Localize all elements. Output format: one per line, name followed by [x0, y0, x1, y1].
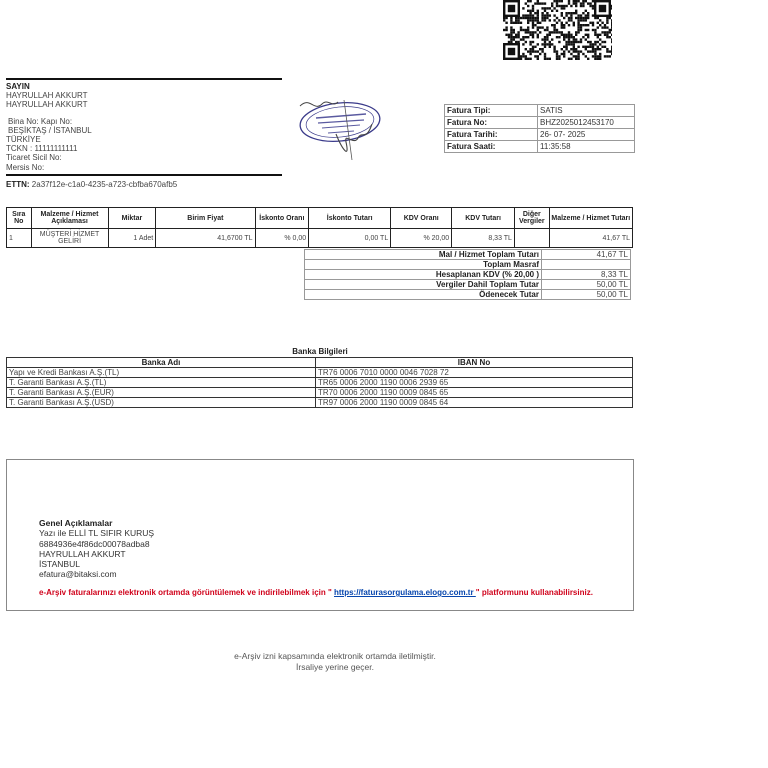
- bank-header-row: [7, 358, 633, 368]
- items-table: [6, 207, 633, 248]
- earsiv-notice-text: e-Arşiv faturalarınızı elektronik ortamda görüntülemek ve indirilebilmek için ": [39, 588, 334, 597]
- items-column-header: Diğer Vergiler: [514, 208, 549, 229]
- totals-value: 50,00 TL: [542, 290, 631, 300]
- items-column-header: Miktar: [108, 208, 156, 229]
- bank-column-header: IBAN No: [316, 358, 633, 368]
- qr-code: [502, 0, 612, 60]
- invoice-meta-label: Fatura Tarihi:: [445, 129, 538, 141]
- invoice-meta-value: 11:35:58: [538, 141, 635, 153]
- ettn-label: ETTN:: [6, 180, 30, 189]
- table-cell: MÜŞTERİ HİZMET GELİRİ: [31, 229, 108, 248]
- totals-label: Vergiler Dahil Toplam Tutar: [305, 280, 542, 290]
- totals-value: [542, 260, 631, 270]
- earsiv-notice: [39, 588, 593, 597]
- earsiv-link[interactable]: https://faturasorgulama.elogo.com.tr: [334, 588, 476, 597]
- totals-label: Ödenecek Tutar: [305, 290, 542, 300]
- invoice-meta-value: 26- 07- 2025: [538, 129, 635, 141]
- footer-line-1: e-Arşiv izni kapsamında elektronik ortamda iletilmiştir.: [234, 651, 436, 661]
- invoice-meta-row: [445, 129, 635, 141]
- notes-line: efatura@bitaksi.com: [39, 569, 117, 580]
- bank-name: T. Garanti Bankası A.Ş.(TL): [7, 378, 316, 388]
- totals-value: 8,33 TL: [542, 270, 631, 280]
- invoice-meta-row: [445, 105, 635, 117]
- stamp-signature-graphic: [292, 94, 384, 164]
- bank-name: T. Garanti Bankası A.Ş.(EUR): [7, 388, 316, 398]
- totals-value: 50,00 TL: [542, 280, 631, 290]
- invoice-meta-row: [445, 117, 635, 129]
- invoice-meta-label: Fatura Tipi:: [445, 105, 538, 117]
- invoice-meta-table: [444, 104, 635, 153]
- buyer-address: Bina No: Kapı No:: [8, 116, 73, 126]
- items-column-header: KDV Oranı: [391, 208, 452, 229]
- general-notes: [39, 518, 154, 580]
- items-column-header: Sıra No: [7, 208, 32, 229]
- table-cell: [514, 229, 549, 248]
- buyer-header: SAYIN: [6, 82, 30, 91]
- table-cell: % 0,00: [255, 229, 309, 248]
- bank-row: [7, 388, 633, 398]
- buyer-name-2: HAYRULLAH AKKURT: [6, 100, 88, 110]
- table-cell: 1: [7, 229, 32, 248]
- divider: [6, 78, 282, 80]
- bank-iban: TR65 0006 2000 1190 0006 2939 65: [316, 378, 633, 388]
- items-column-header: Malzeme / Hizmet Açıklaması: [31, 208, 108, 229]
- invoice-meta-label: Fatura No:: [445, 117, 538, 129]
- buyer-tckn: TCKN : 11111111111: [6, 144, 78, 154]
- table-cell: 1 Adet: [108, 229, 156, 248]
- notes-line: 6884936e4f86dc00078adba8: [39, 538, 150, 549]
- buyer-country: TÜRKİYE: [6, 135, 41, 145]
- buyer-info: [6, 78, 282, 176]
- notes-line: Yazı ile ELLİ TL SIFIR KURUŞ: [39, 528, 155, 539]
- bank-table: [6, 357, 633, 408]
- qr-code-graphic: [502, 0, 612, 60]
- notes-title: Genel Açıklamalar: [39, 518, 113, 528]
- footer-line-2: İrsaliye yerine geçer.: [296, 661, 374, 672]
- table-cell: 8,33 TL: [452, 229, 515, 248]
- bank-name: T. Garanti Bankası A.Ş.(USD): [7, 398, 316, 408]
- earsiv-notice-text-end: " platformunu kullanabilirsiniz.: [475, 588, 593, 597]
- totals-row: [305, 280, 631, 290]
- bank-row: [7, 368, 633, 378]
- company-stamp: [292, 94, 384, 164]
- invoice-meta-row: [445, 141, 635, 153]
- divider: [6, 174, 282, 176]
- bank-row: [7, 378, 633, 388]
- totals-row: [305, 250, 631, 260]
- totals-value: 41,67 TL: [542, 250, 631, 260]
- bank-row: [7, 398, 633, 408]
- items-column-header: KDV Tutarı: [452, 208, 515, 229]
- totals-label: Hesaplanan KDV (% 20,00 ): [305, 270, 542, 280]
- invoice-meta-value: SATIS: [538, 105, 635, 117]
- items-column-header: Birim Fiyat: [156, 208, 255, 229]
- table-cell: 41,67 TL: [549, 229, 632, 248]
- bank-name: Yapı ve Kredi Bankası A.Ş.(TL): [7, 368, 316, 378]
- totals-row: [305, 290, 631, 300]
- footer: [0, 651, 670, 672]
- buyer-district: BEŞİKTAŞ / İSTANBUL: [8, 125, 92, 135]
- items-column-header: İskonto Tutarı: [309, 208, 391, 229]
- totals-table: [304, 249, 631, 300]
- buyer-trade-registry: Ticaret Sicil No:: [6, 153, 62, 163]
- buyer-name: HAYRULLAH AKKURT: [6, 91, 88, 101]
- bank-title: Banka Bilgileri: [292, 347, 348, 356]
- buyer-mersis: Mersis No:: [6, 162, 45, 172]
- table-cell: % 20,00: [391, 229, 452, 248]
- totals-row: [305, 260, 631, 270]
- notes-box: [6, 459, 634, 611]
- bank-iban: TR97 0006 2000 1190 0009 0845 64: [316, 398, 633, 408]
- items-header-row: [7, 208, 633, 229]
- table-cell: 0,00 TL: [309, 229, 391, 248]
- totals-label: Toplam Masraf: [305, 260, 542, 270]
- notes-line: HAYRULLAH AKKURT: [39, 548, 126, 559]
- bank-iban: TR76 0006 7010 0000 0046 7028 72: [316, 368, 633, 378]
- bank-iban: TR70 0006 2000 1190 0009 0845 65: [316, 388, 633, 398]
- totals-row: [305, 270, 631, 280]
- ettn-value: 2a37f12e-c1a0-4235-a723-cbfba670afb5: [31, 180, 178, 189]
- items-column-header: Malzeme / Hizmet Tutarı: [549, 208, 632, 229]
- ettn: [6, 180, 177, 189]
- table-cell: 41,6700 TL: [156, 229, 255, 248]
- invoice-meta-label: Fatura Saati:: [445, 141, 538, 153]
- bank-column-header: Banka Adı: [7, 358, 316, 368]
- table-row: [7, 229, 633, 248]
- items-column-header: İskonto Oranı: [255, 208, 309, 229]
- totals-label: Mal / Hizmet Toplam Tutarı: [305, 250, 542, 260]
- notes-line: İSTANBUL: [39, 559, 80, 570]
- invoice-meta-value: BHZ2025012453170: [538, 117, 635, 129]
